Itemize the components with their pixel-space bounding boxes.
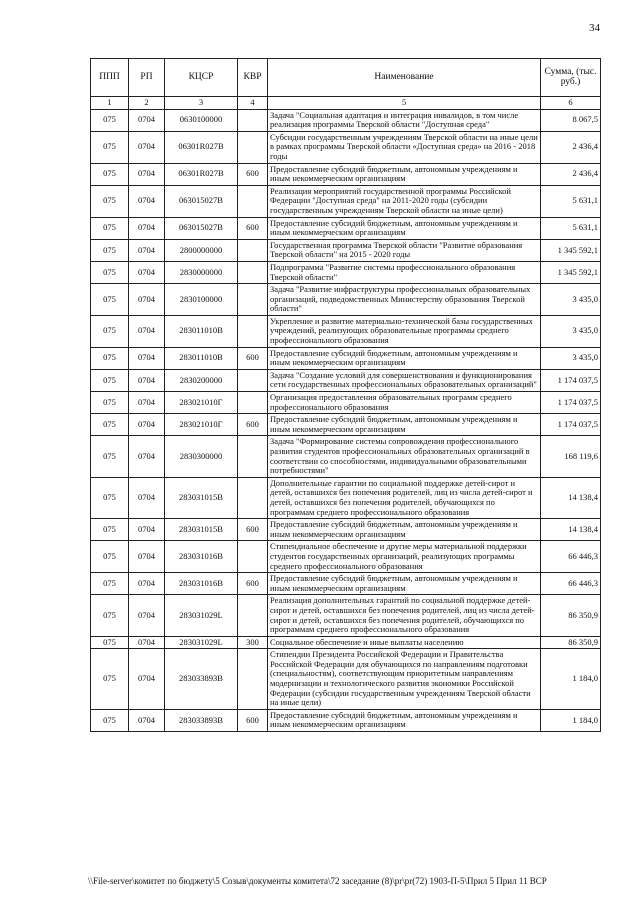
table-row [91, 347, 601, 369]
cell-kcsr: 2800000000 [165, 239, 238, 261]
cell-sum: 2 436,4 [541, 163, 601, 185]
cell-kcsr: 063015027B [165, 217, 238, 239]
cell-ppp: 075 [91, 477, 129, 518]
cell-kcsr: 283021010Г [165, 414, 238, 436]
footer-file-path: \\File-server\комитет по бюджету\5 Созыв\документы комитета\72 заседание (8)\pr\pr(72) 1903-П-5\Прил 5 Прил 11 ВСР [88, 876, 547, 886]
cell-rp: 0704 [129, 347, 165, 369]
cell-ppp: 075 [91, 131, 129, 163]
cell-kcsr: 06301R027B [165, 131, 238, 163]
cell-name: Государственная программа Тверской области "Развитие образования Тверской области" на 2015 - 2020 годы [268, 239, 541, 261]
column-number: 6 [541, 97, 601, 110]
cell-name: Субсидии государственным учреждениям Тверской области на иные цели в рамках программы Тверской области «Доступная среда» на 2016 - 2018 годы [268, 131, 541, 163]
cell-ppp: 075 [91, 519, 129, 541]
header-name: Наименование [268, 59, 541, 97]
cell-ppp: 075 [91, 185, 129, 217]
cell-rp: 0704 [129, 217, 165, 239]
cell-ppp: 075 [91, 392, 129, 414]
cell-kvr [238, 109, 268, 131]
cell-kvr: 600 [238, 414, 268, 436]
table-row [91, 436, 601, 477]
cell-sum: 3 435,0 [541, 284, 601, 316]
table-row [91, 315, 601, 347]
table-row [91, 131, 601, 163]
cell-kcsr: 283031029L [165, 636, 238, 649]
table-row [91, 369, 601, 391]
cell-sum: 1 345 592,1 [541, 239, 601, 261]
cell-kcsr: 2830300000 [165, 436, 238, 477]
cell-name: Задача "Развитие инфраструктуры профессиональных образовательных организаций, подведомственных Министерству образования Тверской области" [268, 284, 541, 316]
table-row [91, 595, 601, 636]
cell-sum: 66 446,3 [541, 541, 601, 573]
cell-kvr: 600 [238, 163, 268, 185]
cell-kvr [238, 595, 268, 636]
cell-sum: 14 138,4 [541, 477, 601, 518]
table-row [91, 477, 601, 518]
cell-sum: 86 350,9 [541, 595, 601, 636]
cell-rp: 0704 [129, 636, 165, 649]
cell-name: Предоставление субсидий бюджетным, автономным учреждениям и иным некоммерческим организациям [268, 709, 541, 731]
cell-kcsr: 063015027B [165, 185, 238, 217]
cell-rp: 0704 [129, 519, 165, 541]
cell-sum: 14 138,4 [541, 519, 601, 541]
cell-kcsr: 06301R027B [165, 163, 238, 185]
cell-ppp: 075 [91, 109, 129, 131]
cell-kcsr: 283033893В [165, 709, 238, 731]
cell-rp: 0704 [129, 185, 165, 217]
table-row [91, 163, 601, 185]
cell-sum: 5 631,1 [541, 185, 601, 217]
cell-rp: 0704 [129, 369, 165, 391]
cell-sum: 1 174 037,5 [541, 414, 601, 436]
cell-kvr [238, 392, 268, 414]
table-row [91, 109, 601, 131]
table-row [91, 284, 601, 316]
cell-rp: 0704 [129, 477, 165, 518]
cell-ppp: 075 [91, 636, 129, 649]
cell-kcsr: 2830100000 [165, 284, 238, 316]
cell-sum: 3 435,0 [541, 347, 601, 369]
table-row [91, 392, 601, 414]
cell-rp: 0704 [129, 261, 165, 283]
cell-ppp: 075 [91, 284, 129, 316]
cell-name: Предоставление субсидий бюджетным, автономным учреждениям и иным некоммерческим организациям [268, 217, 541, 239]
cell-ppp: 075 [91, 649, 129, 710]
table-body [91, 109, 601, 731]
cell-rp: 0704 [129, 239, 165, 261]
column-number: 3 [165, 97, 238, 110]
table-row [91, 649, 601, 710]
cell-sum: 1 174 037,5 [541, 369, 601, 391]
cell-kvr [238, 541, 268, 573]
cell-ppp: 075 [91, 414, 129, 436]
cell-name: Задача "Создание условий для совершенствования и функционирования сети государственных профессиональных образовательных организаций" [268, 369, 541, 391]
cell-rp: 0704 [129, 109, 165, 131]
cell-ppp: 075 [91, 709, 129, 731]
cell-kvr [238, 649, 268, 710]
header-ppp: ППП [91, 59, 129, 97]
cell-rp: 0704 [129, 392, 165, 414]
cell-name: Задача "Формирование системы сопровождения профессионального развития студентов профессиональных образовательных организаций в соответствии со способностями, индивидуальными образовательными потребностями" [268, 436, 541, 477]
cell-ppp: 075 [91, 595, 129, 636]
column-number: 2 [129, 97, 165, 110]
cell-name: Стипендиальное обеспечение и другие меры материальной поддержки студентов государственных организаций, реализующих программы среднего профессионального образования [268, 541, 541, 573]
cell-sum: 1 184,0 [541, 709, 601, 731]
cell-ppp: 075 [91, 369, 129, 391]
cell-kvr [238, 239, 268, 261]
cell-name: Реализация мероприятий государственной программы Российской Федерации "Доступная среда" на 2011-2020 годы (субсидии государственным учреждениям Тверской области на иные цели) [268, 185, 541, 217]
page-number: 34 [589, 22, 600, 34]
cell-sum: 86 350,9 [541, 636, 601, 649]
cell-rp: 0704 [129, 573, 165, 595]
cell-kcsr: 283021010Г [165, 392, 238, 414]
cell-name: Предоставление субсидий бюджетным, автономным учреждениям и иным некоммерческим организациям [268, 519, 541, 541]
cell-sum: 2 436,4 [541, 131, 601, 163]
cell-ppp: 075 [91, 217, 129, 239]
table-row [91, 414, 601, 436]
cell-ppp: 075 [91, 436, 129, 477]
cell-kcsr: 283011010В [165, 315, 238, 347]
header-kcsr: КЦСР [165, 59, 238, 97]
cell-sum: 1 345 592,1 [541, 261, 601, 283]
cell-kvr: 300 [238, 636, 268, 649]
cell-rp: 0704 [129, 649, 165, 710]
table-row [91, 185, 601, 217]
cell-kvr [238, 369, 268, 391]
cell-name: Организация предоставления образовательных программ среднего профессионального образования [268, 392, 541, 414]
table-row [91, 217, 601, 239]
cell-ppp: 075 [91, 261, 129, 283]
cell-rp: 0704 [129, 436, 165, 477]
table-row [91, 261, 601, 283]
cell-sum: 66 446,3 [541, 573, 601, 595]
cell-kvr: 600 [238, 347, 268, 369]
cell-kcsr: 283031015В [165, 519, 238, 541]
cell-rp: 0704 [129, 163, 165, 185]
cell-kcsr: 2830200000 [165, 369, 238, 391]
table-row [91, 636, 601, 649]
cell-rp: 0704 [129, 131, 165, 163]
cell-rp: 0704 [129, 284, 165, 316]
budget-table [90, 58, 601, 732]
cell-ppp: 075 [91, 163, 129, 185]
column-number: 4 [238, 97, 268, 110]
header-rp: РП [129, 59, 165, 97]
cell-name: Предоставление субсидий бюджетным, автономным учреждениям и иным некоммерческим организациям [268, 347, 541, 369]
cell-name: Задача "Социальная адаптация и интеграция инвалидов, в том числе реализация программы Тверской области "Доступная среда" [268, 109, 541, 131]
cell-sum: 8 067,5 [541, 109, 601, 131]
cell-ppp: 075 [91, 541, 129, 573]
cell-rp: 0704 [129, 315, 165, 347]
cell-rp: 0704 [129, 595, 165, 636]
header-kvr: КВР [238, 59, 268, 97]
cell-kvr [238, 185, 268, 217]
cell-kvr [238, 261, 268, 283]
cell-rp: 0704 [129, 414, 165, 436]
cell-rp: 0704 [129, 709, 165, 731]
cell-name: Стипендии Президента Российской Федерации и Правительства Российской Федерации для обучающихся по направлениям подготовки (специальностям), соответствующим приоритетным направлениям модернизации и технологического развития экономики Российской Федерации (субсидии государственным учреждениям Тверской области на иные цели) [268, 649, 541, 710]
cell-kvr [238, 284, 268, 316]
cell-kvr [238, 315, 268, 347]
cell-name: Реализация дополнительных гарантий по социальной поддержке детей-сирот и детей, оставшихся без попечения родителей, лиц из числа детей-сирот и детей, оставшихся без попечения родителей, обучающихся по программам среднего профессионального образования [268, 595, 541, 636]
cell-ppp: 075 [91, 347, 129, 369]
header-sum: Сумма, (тыс. руб.) [541, 59, 601, 97]
cell-kcsr: 2830000000 [165, 261, 238, 283]
cell-kcsr: 283031016В [165, 573, 238, 595]
cell-name: Дополнительные гарантии по социальной поддержке детей-сирот и детей, оставшихся без попечения родителей, лиц из числа детей-сирот и детей, оставшихся без попечения родителей, обучающихся по программам среднего профессионального образования [268, 477, 541, 518]
cell-name: Социальное обеспечение и иные выплаты населению [268, 636, 541, 649]
cell-kcsr: 283031015В [165, 477, 238, 518]
table-row [91, 573, 601, 595]
cell-rp: 0704 [129, 541, 165, 573]
table-header-row [91, 59, 601, 97]
cell-kvr: 600 [238, 709, 268, 731]
cell-sum: 5 631,1 [541, 217, 601, 239]
cell-kcsr: 0630100000 [165, 109, 238, 131]
cell-sum: 3 435,0 [541, 315, 601, 347]
cell-ppp: 075 [91, 573, 129, 595]
column-number: 1 [91, 97, 129, 110]
cell-sum: 168 119,6 [541, 436, 601, 477]
cell-kvr: 600 [238, 519, 268, 541]
cell-kcsr: 283031029L [165, 595, 238, 636]
cell-sum: 1 174 037,5 [541, 392, 601, 414]
cell-name: Укрепление и развитие материально-технической базы государственных учреждений, реализующих образовательные программы среднего профессионального образования [268, 315, 541, 347]
cell-name: Предоставление субсидий бюджетным, автономным учреждениям и иным некоммерческим организациям [268, 414, 541, 436]
table-row [91, 239, 601, 261]
table-row [91, 541, 601, 573]
cell-kvr: 600 [238, 217, 268, 239]
cell-ppp: 075 [91, 239, 129, 261]
cell-name: Подпрограмма "Развитие системы профессионального образования Тверской области" [268, 261, 541, 283]
cell-kvr [238, 477, 268, 518]
cell-kcsr: 283011010В [165, 347, 238, 369]
cell-name: Предоставление субсидий бюджетным, автономным учреждениям и иным некоммерческим организациям [268, 163, 541, 185]
column-number: 5 [268, 97, 541, 110]
column-number-row [91, 97, 601, 110]
table-row [91, 709, 601, 731]
cell-kvr [238, 131, 268, 163]
cell-kcsr: 283033893В [165, 649, 238, 710]
cell-ppp: 075 [91, 315, 129, 347]
cell-kvr: 600 [238, 573, 268, 595]
cell-kcsr: 283031016В [165, 541, 238, 573]
cell-sum: 1 184,0 [541, 649, 601, 710]
cell-name: Предоставление субсидий бюджетным, автономным учреждениям и иным некоммерческим организациям [268, 573, 541, 595]
cell-kvr [238, 436, 268, 477]
table-row [91, 519, 601, 541]
